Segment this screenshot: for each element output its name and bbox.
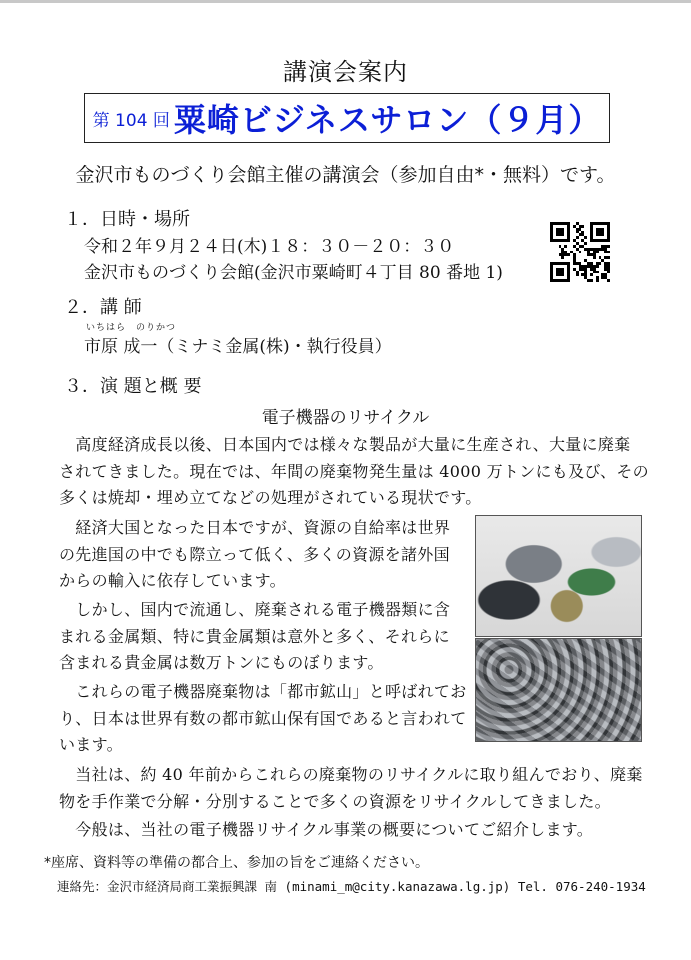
paragraph-line: 物を手作業で分解・分別することで多くの資源をリサイクルしてきました。 bbox=[59, 791, 611, 811]
section-heading-topic: ３．演 題と概 要 bbox=[64, 376, 202, 397]
paragraph-line: 今般は、当社の電子機器リサイクル事業の概要についてご紹介します。 bbox=[59, 820, 594, 839]
page-kicker: 講演会案内 bbox=[283, 58, 408, 86]
paragraph-line: 多くは焼却・埋め立てなどの処理がされている現状です。 bbox=[59, 488, 482, 507]
event-title: 粟崎ビジネスサロン（９月） bbox=[173, 101, 602, 139]
scrap-phones-photo bbox=[475, 638, 642, 742]
event-datetime: 令和２年９月２４日(木)１８：３０－２０：３０ bbox=[84, 237, 455, 257]
paragraph-line: 含まれる貴金属は数万トンにものぼります。 bbox=[59, 653, 384, 672]
paragraph-line: これらの電子機器廃棄物は「都市鉱山」と呼ばれてお bbox=[59, 682, 467, 701]
qr-code bbox=[550, 222, 610, 282]
paragraph-6 bbox=[59, 817, 593, 844]
paragraph-2 bbox=[59, 515, 450, 595]
section-heading-datetime: １．日時・場所 bbox=[64, 209, 190, 230]
electronic-waste-photo bbox=[475, 515, 642, 637]
paragraph-line: の先進国の中でも際立って低く、多くの資源を諸外国 bbox=[59, 544, 450, 564]
paragraph-line: からの輸入に依存しています。 bbox=[59, 571, 286, 590]
attendance-note: *座席、資料等の準備の都合上、参加の旨をご連絡ください。 bbox=[44, 855, 429, 871]
speaker-ruby: いちはら のりかつ bbox=[86, 323, 177, 333]
paragraph-line: 高度経済成長以後、日本国内では様々な製品が大量に生産され、大量に廃棄 bbox=[59, 435, 631, 454]
contact-info: 連絡先：金沢市経済局商工業振興課 南 (minami_m@city.kanazawa.lg.jp) Tel. 076-240-1934 bbox=[57, 879, 646, 894]
paragraph-line: 経済大国となった日本ですが、資源の自給率は世界 bbox=[59, 518, 451, 537]
speaker-name: 市原 成一（ミナミ金属(株)・執行役員） bbox=[84, 337, 392, 357]
paragraph-line: います。 bbox=[59, 735, 123, 754]
top-border bbox=[0, 0, 691, 3]
event-subtitle: 金沢市ものづくり会館主催の講演会（参加自由*・無料）です。 bbox=[75, 164, 616, 186]
paragraph-3 bbox=[59, 597, 450, 677]
lecture-title: 電子機器のリサイクル bbox=[261, 408, 430, 428]
paragraph-line: しかし、国内で流通し、廃棄される電子機器類に含 bbox=[59, 600, 451, 619]
section-heading-speaker: ２．講 師 bbox=[64, 297, 142, 318]
event-number: 第 104 回 bbox=[92, 110, 170, 131]
paragraph-4 bbox=[59, 679, 467, 759]
event-venue: 金沢市ものづくり会館(金沢市粟崎町４丁目 80 番地 1) bbox=[84, 263, 503, 283]
paragraph-line: まれる金属類、特に貴金属類は意外と多く、それらに bbox=[59, 626, 450, 646]
paragraph-5 bbox=[59, 762, 643, 815]
event-title-box bbox=[84, 93, 610, 143]
paragraph-line: 当社は、約 40 年前からこれらの廃棄物のリサイクルに取り組んでおり、廃棄 bbox=[59, 765, 643, 784]
paragraph-line: り、日本は世界有数の都市鉱山保有国であると言われて bbox=[59, 708, 467, 728]
paragraph-line: されてきました。現在では、年間の廃棄物発生量は 4000 万トンにも及び、その bbox=[59, 461, 649, 481]
paragraph-1 bbox=[59, 432, 649, 512]
